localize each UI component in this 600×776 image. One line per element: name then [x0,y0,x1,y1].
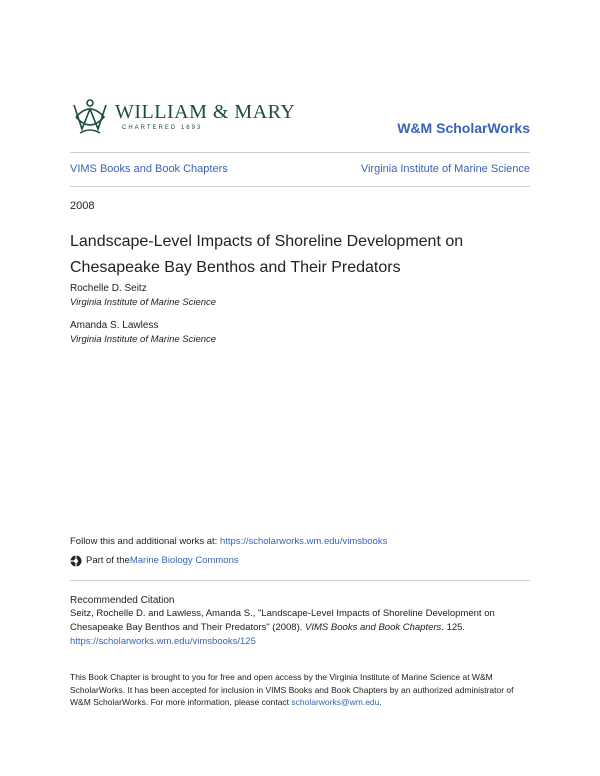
scholarworks-brand[interactable] [397,120,530,136]
william-mary-logo[interactable] [70,97,296,137]
department-link[interactable]: Virginia Institute of Marine Science [360,163,530,175]
cypher-icon [70,97,110,137]
follow-url-link[interactable]: https://scholarworks.wm.edu/vimsbooks [219,536,388,547]
commons-link[interactable]: Marine Biology Commons [129,555,239,566]
citation-number: . 125. [441,622,466,633]
citation-main: Seitz, Rochelle D. and Lawless, Amanda S., "Landscape-Level Impacts of Shoreline Development on Chesapeake Bay Benthos and Their Predators" (2008). [70,608,495,633]
publication-year: 2008 [70,200,95,212]
author-affiliation: Virginia Institute of Marine Science [70,297,217,308]
part-of-text: Part of the [86,555,130,566]
collection-link[interactable]: VIMS Books and Book Chapters [70,163,228,175]
top-divider [70,152,530,153]
author-block [70,282,216,310]
network-icon [70,555,82,567]
author-name: Amanda S. Lawless [70,320,159,331]
access-notice [70,671,530,709]
notice-end: . [379,697,382,707]
brand-rest: ScholarWorks [432,120,530,136]
author-name: Rochelle D. Seitz [70,283,147,294]
nav-divider [70,186,530,187]
citation-url-link[interactable]: https://scholarworks.wm.edu/vimsbooks/125 [70,636,256,647]
follow-line [70,535,387,549]
author-affiliation: Virginia Institute of Marine Science [70,334,217,345]
author-block [70,319,216,347]
document-title: Landscape-Level Impacts of Shoreline Development on Chesapeake Bay Benthos and Their Predators [70,233,464,276]
citation-series: VIMS Books and Book Chapters [305,622,442,633]
citation-heading: Recommended Citation [70,595,175,606]
follow-text: Follow this and additional works at: [70,536,220,547]
brand-bold: W&M [397,120,433,136]
logo-tagline: CHARTERED 1693 [122,125,203,131]
part-of-line [70,554,239,568]
logo-wordmark: WILLIAM & MARY [115,101,296,123]
notice-text: This Book Chapter is brought to you for free and open access by the Virginia Institute of Marine Science at W&M ScholarWorks. It has been accepted for inclusion in VIMS Books and Book Chapters by an authorized administrator of W&M ScholarWorks. For more information, please contact [70,672,514,707]
citation-divider [70,580,530,581]
citation-text [70,607,530,649]
contact-email-link[interactable]: scholarworks@wm.edu [291,697,380,707]
